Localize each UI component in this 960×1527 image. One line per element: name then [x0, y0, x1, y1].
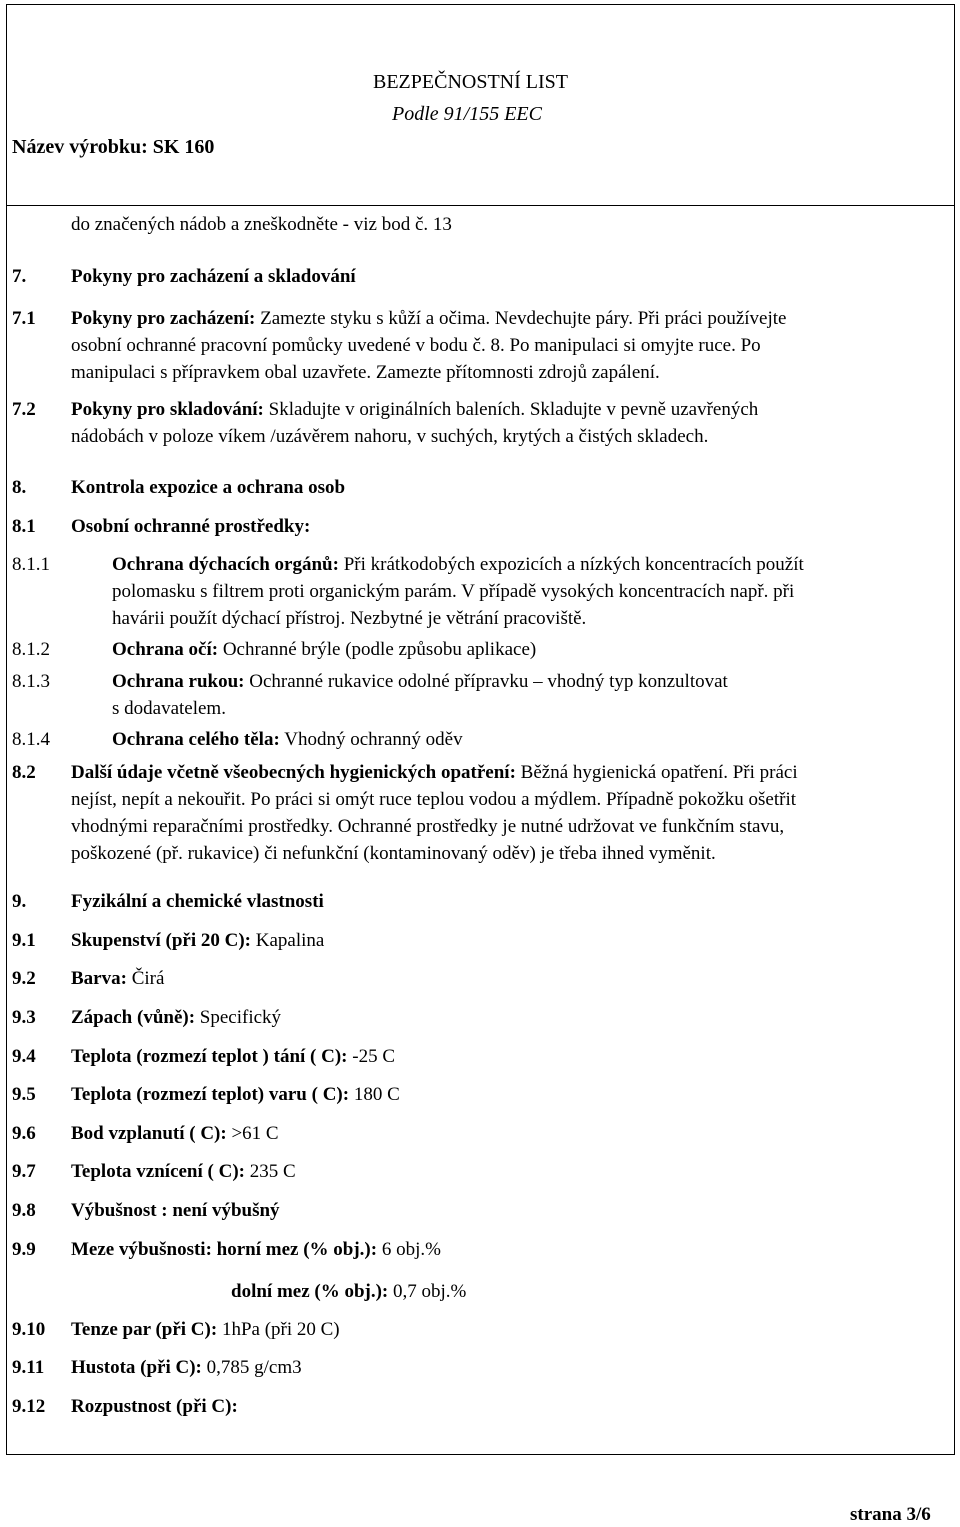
property-row [71, 1083, 400, 1107]
section-8-2-text: Běžná hygienická opatření. Při práci [520, 762, 798, 783]
section-8-2-label: Další údaje včetně všeobecných hygienických opatření: [71, 762, 516, 783]
section-7-2-text: Skladujte v originálních baleních. Skladujte v pevně uzavřených [268, 399, 759, 420]
property-row [71, 929, 324, 953]
section-8-1-3-label: Ochrana rukou: [112, 671, 245, 692]
property-row [71, 1356, 302, 1380]
section-8-1-1-line-1 [112, 553, 804, 577]
property-value: -25 C [352, 1046, 395, 1067]
property-value: 180 C [353, 1084, 400, 1105]
section-8-1-2-line [112, 638, 536, 662]
property-number: 9.8 [12, 1200, 36, 1221]
document-sheet [6, 4, 955, 1525]
section-9-number: 9. [12, 891, 27, 912]
section-8-1-2-label: Ochrana očí: [112, 639, 219, 660]
property-row [231, 1280, 466, 1304]
property-value: Čirá [131, 968, 165, 989]
property-label: Teplota vznícení ( C): [71, 1161, 245, 1182]
section-7-1-label: Pokyny pro zacházení: [71, 308, 256, 329]
property-label: Výbušnost : není výbušný [71, 1200, 280, 1221]
property-label: Teplota (rozmezí teplot) varu ( C): [71, 1084, 350, 1105]
section-8-1-number: 8.1 [12, 516, 36, 537]
section-8-2-line-1 [71, 761, 798, 785]
section-8-1-1-line-3: havárii použít dýchací přístroj. Nezbytné je větrání pracoviště. [112, 608, 587, 629]
property-label: Hustota (při C): [71, 1357, 202, 1378]
section-8-2-line-3: vhodnými reparačními prostředky. Ochranné prostředky je nutné udržovat ve funkčním stavu, [71, 816, 785, 837]
section-8-1-1-label: Ochrana dýchacích orgánů: [112, 554, 339, 575]
section-7-2-line-1 [71, 398, 758, 422]
document-subtitle: Podle 91/155 EEC [392, 103, 542, 125]
property-row [71, 1199, 280, 1223]
property-value: 1hPa (při 20 C) [221, 1319, 340, 1340]
property-number: 9.9 [12, 1239, 36, 1260]
property-number: 9.7 [12, 1161, 36, 1182]
property-number: 9.4 [12, 1046, 36, 1067]
property-row [71, 1318, 340, 1342]
property-label: Meze výbušnosti: horní mez (% obj.): [71, 1239, 378, 1260]
property-value: 6 obj.% [381, 1239, 441, 1260]
section-7-2-label: Pokyny pro skladování: [71, 399, 264, 420]
property-number: 9.3 [12, 1007, 36, 1028]
property-value: 0,785 g/cm3 [206, 1357, 302, 1378]
section-8-2-line-4: poškozené (př. rukavice) či nefunkční (kontaminovaný oděv) je třeba ihned vyměnit. [71, 843, 716, 864]
section-8-1-1-number: 8.1.1 [12, 554, 50, 575]
section-8-2-number: 8.2 [12, 762, 36, 783]
document-title: BEZPEČNOSTNÍ LIST [373, 71, 568, 93]
property-label: Skupenství (při 20 C): [71, 930, 251, 951]
section-7-1-line-1 [71, 307, 786, 331]
section-8-title: Kontrola expozice a ochrana osob [71, 477, 346, 498]
property-row [71, 1122, 279, 1146]
continuation-text: do značených nádob a zneškodněte - viz bod č. 13 [71, 214, 452, 235]
property-row [71, 1395, 238, 1419]
section-9-title: Fyzikální a chemické vlastnosti [71, 891, 324, 912]
property-number: 9.1 [12, 930, 36, 951]
section-8-1-4-text: Vhodný ochranný oděv [284, 729, 463, 750]
property-label: Teplota (rozmezí teplot ) tání ( C): [71, 1046, 348, 1067]
section-7-title: Pokyny pro zacházení a skladování [71, 266, 356, 287]
section-7-2-line-2: nádobách v poloze víkem /uzávěrem nahoru, v suchých, krytých a čistých skladech. [71, 426, 709, 447]
property-value: 0,7 obj.% [393, 1281, 467, 1302]
section-7-2-number: 7.2 [12, 399, 36, 420]
property-row [71, 1006, 281, 1030]
property-number: 9.2 [12, 968, 36, 989]
header-divider [7, 205, 954, 206]
section-8-1-3-number: 8.1.3 [12, 671, 50, 692]
section-8-1-1-text: Při krátkodobých expozicích a nízkých koncentracích použít [343, 554, 804, 575]
property-value: Specifický [199, 1007, 282, 1028]
property-label: Zápach (vůně): [71, 1007, 196, 1028]
product-name: Název výrobku: SK 160 [12, 136, 215, 158]
property-row [71, 967, 164, 991]
section-8-1-4-line [112, 728, 463, 752]
property-number: 9.6 [12, 1123, 36, 1144]
property-row [71, 1238, 441, 1262]
property-row [71, 1045, 395, 1069]
section-8-1-title: Osobní ochranné prostředky: [71, 516, 311, 537]
section-8-1-2-number: 8.1.2 [12, 639, 50, 660]
section-7-1-number: 7.1 [12, 308, 36, 329]
section-7-1-line-3: manipulaci s přípravkem obal uzavřete. Zamezte přítomnosti zdrojů zapálení. [71, 362, 660, 383]
section-7-number: 7. [12, 266, 27, 287]
section-8-number: 8. [12, 477, 27, 498]
property-label: Rozpustnost (při C): [71, 1396, 238, 1417]
page-number: strana 3/6 [850, 1504, 931, 1525]
property-label: Barva: [71, 968, 127, 989]
section-7-1-text: Zamezte styku s kůží a očima. Nevdechujte páry. Při práci používejte [260, 308, 787, 329]
section-7-1-line-2: osobní ochranné pracovní pomůcky uvedené v bodu č. 8. Po manipulaci si omyjte ruce. Po [71, 335, 761, 356]
property-number: 9.12 [12, 1396, 46, 1417]
section-8-1-4-number: 8.1.4 [12, 729, 50, 750]
property-number: 9.11 [12, 1357, 45, 1378]
section-8-1-2-text: Ochranné brýle (podle způsobu aplikace) [222, 639, 537, 660]
property-value: 235 C [249, 1161, 296, 1182]
section-8-1-4-label: Ochrana celého těla: [112, 729, 280, 750]
property-label: dolní mez (% obj.): [231, 1281, 389, 1302]
section-8-1-3-line-1 [112, 670, 728, 694]
property-value: Kapalina [255, 930, 325, 951]
property-value: >61 C [231, 1123, 279, 1144]
section-8-1-1-line-2: polomasku s filtrem proti organickým parám. V případě vysokých koncentracích např. při [112, 581, 795, 602]
property-label: Tenze par (při C): [71, 1319, 218, 1340]
section-8-1-3-line-2: s dodavatelem. [112, 698, 226, 719]
section-8-1-3-text: Ochranné rukavice odolné přípravku – vhodný typ konzultovat [249, 671, 728, 692]
section-8-2-line-2: nejíst, nepít a nekouřit. Po práci si omýt ruce teplou vodou a mýdlem. Případně pokožku ošetřit [71, 789, 797, 810]
property-number: 9.5 [12, 1084, 36, 1105]
property-label: Bod vzplanutí ( C): [71, 1123, 227, 1144]
property-number: 9.10 [12, 1319, 46, 1340]
property-row [71, 1160, 296, 1184]
